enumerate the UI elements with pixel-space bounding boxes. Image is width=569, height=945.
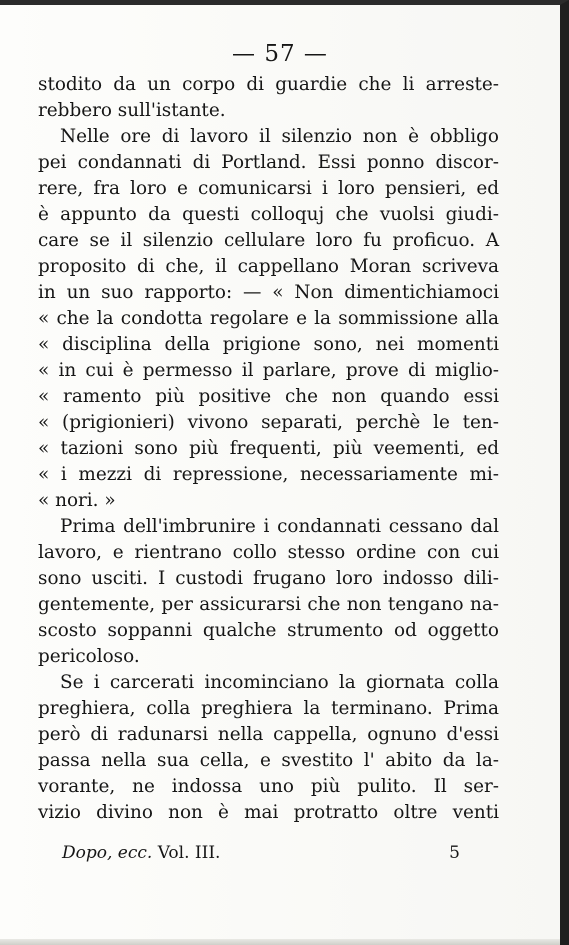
text-line: è appunto da questi colloquj che vuolsi giudi- (38, 204, 499, 225)
quotation-line: « i mezzi di repressione, necessariamente mi- (38, 464, 499, 485)
quotation-line: « ramento più positive che non quando essi (38, 386, 499, 407)
text-line: sono usciti. I custodi frugano loro indosso dili- (38, 568, 499, 589)
text-line: pericoloso. (38, 646, 140, 667)
text-line: in un suo rapporto: — « Non dimentichiamoci (38, 282, 499, 303)
quotation-line: « che la condotta regolare e la sommissione alla (38, 308, 499, 329)
page-number: — 57 — (232, 41, 328, 67)
quotation-line: « (prigionieri) vivono separati, perchè le ten- (38, 412, 499, 433)
text-line: care se il silenzio cellulare loro fu proficuo. A (38, 230, 499, 251)
text-line: vizio divino non è mai protratto oltre venti (38, 802, 499, 823)
signature-title: Dopo, ecc. (62, 843, 153, 863)
paragraph-start-line: Prima dell'imbrunire i condannati cessano dal (60, 516, 499, 537)
text-line: rere, fra loro e comunicarsi i loro pensieri, ed (38, 178, 499, 199)
text-line: vorante, ne indossa uno più pulito. Il ser- (38, 776, 499, 797)
text-line: però di radunarsi nella cappella, ognuno d'essi (38, 724, 499, 745)
paragraph-start-line: Nelle ore di lavoro il silenzio non è obbligo (60, 126, 499, 147)
quotation-line: « tazioni sono più frequenti, più veementi, ed (38, 438, 499, 459)
text-line: preghiera, colla preghiera la terminano. Prima (38, 698, 499, 719)
text-line: scosto soppanni qualche strumento od oggetto (38, 620, 499, 641)
text-line: stodito da un corpo di guardie che li arreste- (38, 74, 499, 95)
text-line: pei condannati di Portland. Essi ponno discor- (38, 152, 499, 173)
quotation-line: « disciplina della prigione sono, nei momenti (38, 334, 499, 355)
page-bottom-edge (0, 939, 560, 945)
text-line: gentemente, per assicurarsi che non tengano na- (38, 594, 499, 615)
signature-volume: Vol. III. (157, 843, 221, 863)
quotation-line: « nori. » (38, 490, 116, 511)
text-line: passa nella sua cella, e svestito l' abito da la- (38, 750, 499, 771)
signature-mark: 5 (449, 843, 460, 863)
body-text (38, 72, 499, 826)
signature-line (62, 843, 220, 863)
text-line: lavoro, e rientrano collo stesso ordine con cui (38, 542, 499, 563)
paragraph-start-line: Se i carcerati incominciano la giornata colla (60, 672, 499, 693)
quotation-line: « in cui è permesso il parlare, prove di miglio- (38, 360, 499, 381)
signature-footer (62, 843, 460, 869)
text-line: rebbero sull'istante. (38, 100, 226, 121)
text-line: proposito di che, il cappellano Moran scriveva (38, 256, 499, 277)
